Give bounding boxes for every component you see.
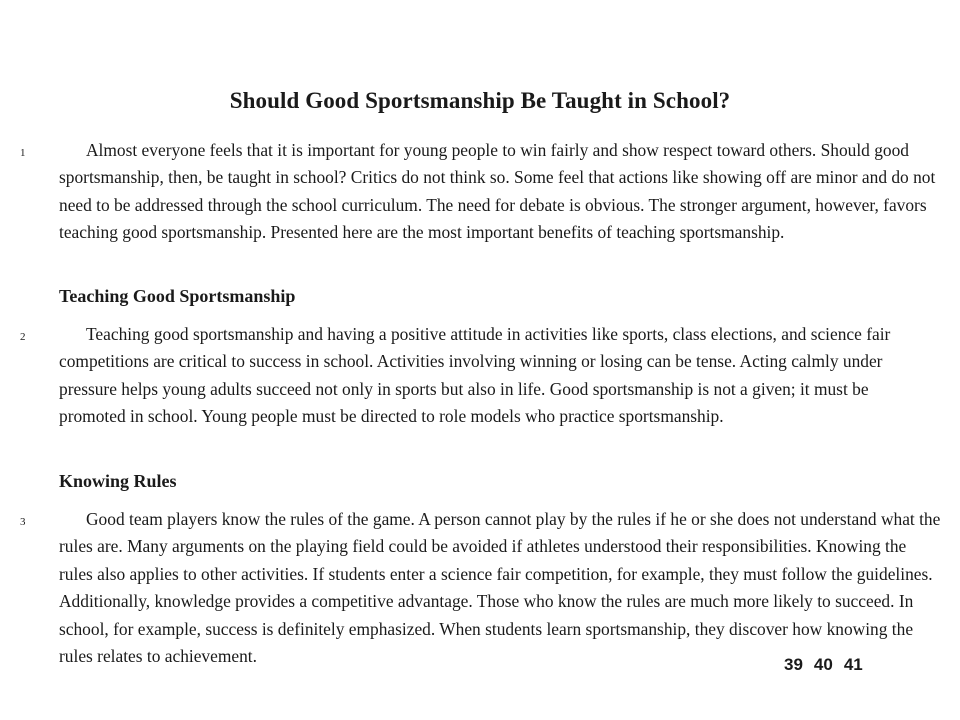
paragraph-1: Almost everyone feels that it is important for young people to win fairly and show respect toward others. Should good sportsmanship, then, be taught in school? Critics do not think so. Some feel that actions like showing off are minor and do not need to be addressed through the school curriculum. The need for debate is obvious. The stronger argument, however, favors teaching good sportsmanship. Presented here are the most important benefits of teaching sportsmanship. (59, 140, 936, 243)
heading-knowing-rules: Knowing Rules (59, 471, 177, 491)
page-number-40[interactable]: 40 (813, 655, 833, 674)
heading-teaching-good-sportsmanship: Teaching Good Sportsmanship (59, 286, 296, 306)
document-title: Should Good Sportsmanship Be Taught in School? (229, 88, 731, 113)
page-number-links (784, 655, 874, 675)
page-number-39[interactable]: 39 (784, 655, 803, 674)
paragraph-2: Teaching good sportsmanship and having a positive attitude in activities like sports, class elections, and science fair competitions are critical to success in school. Activities involving winning or losing can be tense. Acting calmly under pressure helps young adults succeed not only in sports but also in life. Good sportsmanship is not a given; it must be promoted in school. Young people must be directed to role models who practice sportsmanship. (59, 324, 891, 427)
paragraph-number-1: 1 (20, 147, 26, 159)
paragraph-number-3: 3 (20, 516, 26, 528)
page-number-41[interactable]: 41 (843, 655, 863, 674)
paragraph-number-2: 2 (20, 331, 26, 343)
paragraph-3: Good team players know the rules of the game. A person cannot play by the rules if he or she does not understand what the rules are. Many arguments on the playing field could be avoided if athletes understood their responsibilities. Knowing the rules also applies to other activities. If students enter a science fair competition, for example, they must follow the guidelines. Additionally, knowledge provides a competitive advantage. Those who know the rules are much more likely to succeed. In school, for example, success is definitely emphasized. When students learn sportsmanship, they discover how knowing the rules relates to achievement. (59, 509, 941, 667)
